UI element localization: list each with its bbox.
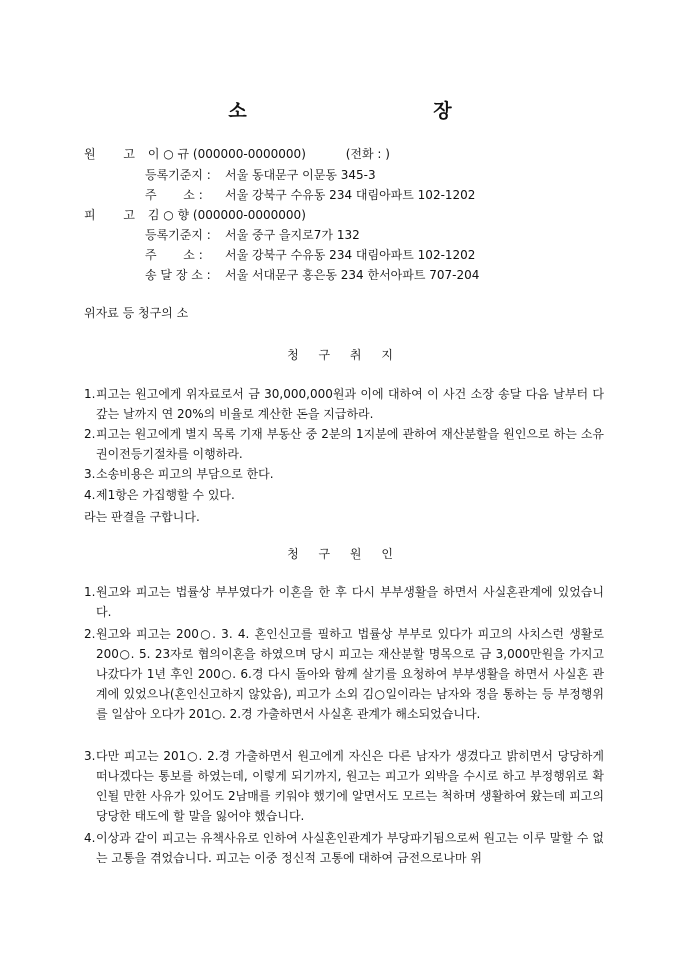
plaintiff-name: 이 ○ 규 (000000-0000000): [147, 147, 306, 161]
claim-text: 제1항은 가집행할 수 있다.: [96, 488, 235, 502]
claim-text: 피고는 원고에게 별지 목록 기재 부동산 중 2분의 1지분에 관하여 재산분할을 원인으로 하는 소유권이전등기절차를 이행하라.: [96, 427, 604, 461]
claim-text: 피고는 원고에게 위자료로서 금 30,000,000원과 이에 대하여 이 사건 소장 송달 다음 날부터 다 갚는 날까지 연 20%의 비율로 계산한 돈을 지급하라.: [96, 387, 604, 421]
defendant-address: [145, 246, 475, 263]
cause-text: 다만 피고는 201○. 2.경 가출하면서 원고에게 자신은 다른 남자가 생겼다고 밝히면서 당당하게 떠나겠다는 통보를 하였는데, 이렇게 되기까지, 원고는 피고가 외박을 수시로 하고 부정행위로 확인될 만한 사유가 있어도 2남매를 키워야 했기에 알면서도 모르는 척하며 생활하여 왔는데 피고의 당당한 태도에 할 말을 잃어야 했습니다.: [96, 749, 604, 823]
defendant-addr-label: 주 소 :: [145, 248, 203, 262]
defendant-label: 피 고: [84, 208, 147, 222]
plaintiff-reg-value: 서울 동대문구 이문동 345-3: [225, 168, 376, 182]
defendant-delivery-label: 송 달 장 소 :: [145, 268, 211, 282]
claim-number: 2.: [84, 427, 96, 441]
defendant-registration: [145, 226, 360, 243]
claim-closing: 라는 판결을 구합니다.: [84, 510, 200, 524]
page-title: 소 장: [228, 100, 542, 122]
defendant-reg-value: 서울 중구 을지로7가 132: [225, 228, 360, 242]
cause-text: 원고와 피고는 법률상 부부였다가 이혼을 한 후 다시 부부생활을 하면서 사실혼관계에 있었습니다.: [96, 585, 604, 619]
claim-item: [84, 485, 604, 505]
cause-number: 4.: [84, 831, 96, 845]
plaintiff-reg-label: 등록기준지 :: [145, 168, 211, 182]
cause-item: [84, 582, 604, 622]
cause-number: 2.: [84, 627, 96, 641]
cause-item: [84, 746, 604, 826]
plaintiff-addr-label: 주 소 :: [145, 188, 203, 202]
claim-item: [84, 384, 604, 424]
defendant-addr-value: 서울 강북구 수유동 234 대림아파트 102-1202: [225, 248, 476, 262]
plaintiff-line: [84, 145, 390, 162]
defendant-name: 김 ○ 향 (000000-0000000): [147, 208, 306, 222]
claim-item: [84, 464, 604, 484]
defendant-reg-label: 등록기준지 :: [145, 228, 211, 242]
plaintiff-label: 원 고: [84, 147, 147, 161]
claim-number: 3.: [84, 467, 96, 481]
plaintiff-addr-value: 서울 강북구 수유동 234 대림아파트 102-1202: [225, 188, 476, 202]
plaintiff-phone: (전화 : ): [345, 147, 390, 161]
claim-item: [84, 424, 604, 464]
defendant-line: [84, 206, 306, 223]
cause-number: 1.: [84, 585, 96, 599]
cause-item: [84, 828, 604, 868]
cause-number: 3.: [84, 749, 96, 763]
defendant-delivery: [145, 266, 479, 283]
plaintiff-registration: [145, 166, 376, 183]
cause-text: 이상과 같이 피고는 유책사유로 인하여 사실혼인관계가 부당파기됨으로써 원고는 이루 말할 수 없는 고통을 겪었습니다. 피고는 이중 정신적 고통에 대하여 금전으로나마 위: [96, 831, 604, 865]
cause-item: [84, 624, 604, 724]
claim-text: 소송비용은 피고의 부담으로 한다.: [96, 467, 274, 481]
defendant-delivery-value: 서울 서대문구 홍은동 234 한서아파트 707-204: [225, 268, 480, 282]
claim-number: 4.: [84, 488, 96, 502]
plaintiff-address: [145, 186, 475, 203]
claim-heading: 청 구 취 지: [287, 348, 401, 362]
cause-heading: 청 구 원 인: [287, 547, 401, 561]
cause-text: 원고와 피고는 200○. 3. 4. 혼인신고를 필하고 법률상 부부로 있다가 피고의 사치스런 생활로 200○. 5. 23자로 협의이혼을 하였으며 당시 피고는 재산분할 명목으로 금 3,000만원을 가지고 나갔다가 1년 후인 200○. 6.경 다시 돌아와 함께 살기를 요청하여 부부생활을 하면서 사실혼 관계에 있었으나(혼인신고하지 않았음), 피고가 소외 김○일이라는 남자와 정을 통하는 등 부정행위를 일삼아 오다가 201○. 2.경 가출하면서 사실혼 관계가 해소되었습니다.: [96, 627, 604, 721]
claim-number: 1.: [84, 387, 96, 401]
case-name: 위자료 등 청구의 소: [84, 306, 189, 320]
